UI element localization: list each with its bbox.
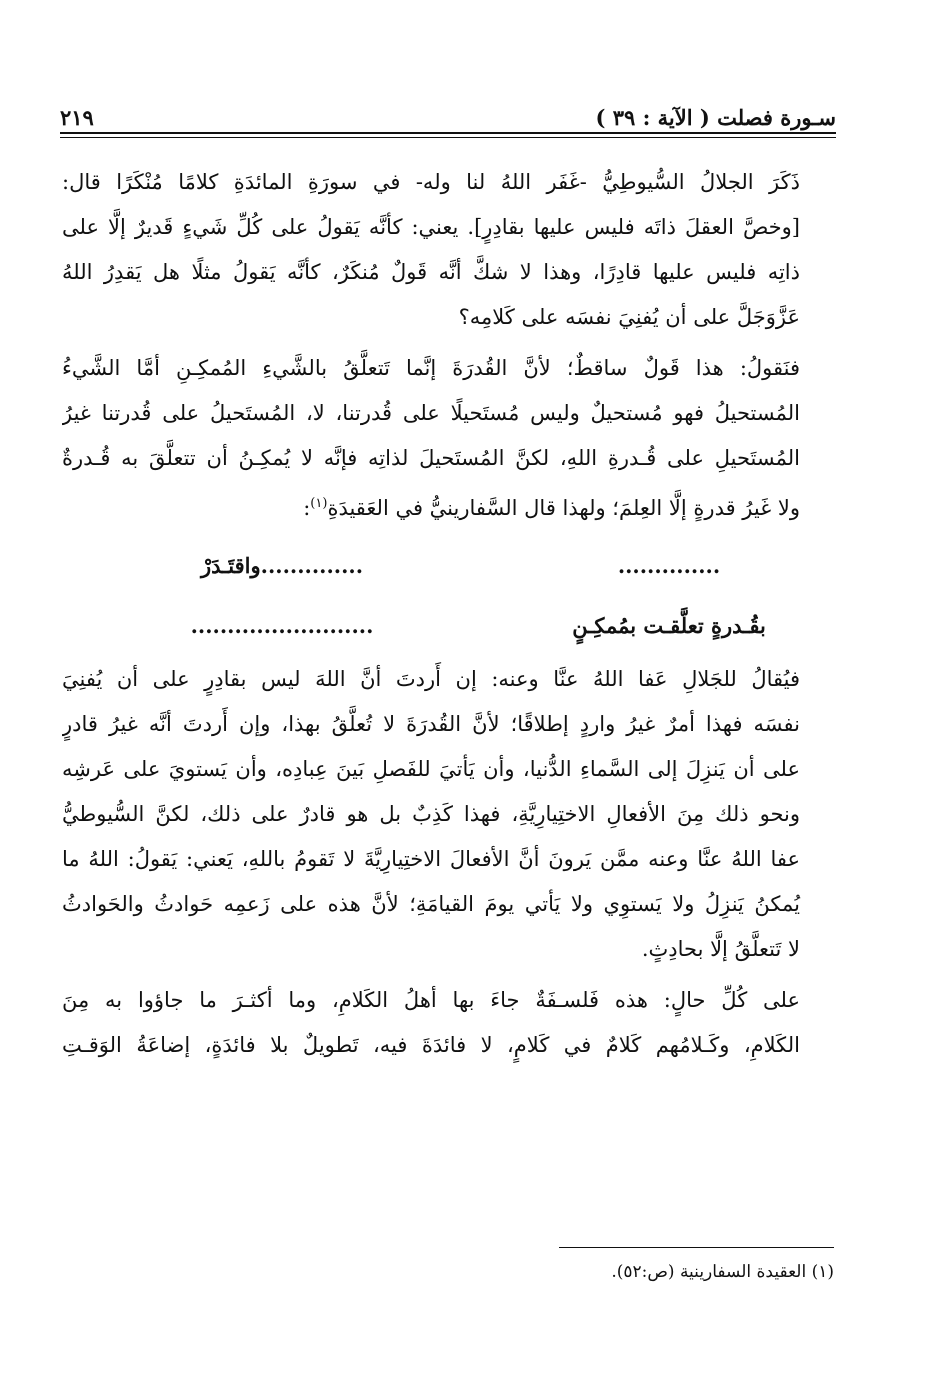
header-rule — [60, 132, 836, 138]
footnote-reference[interactable]: (١) — [310, 496, 328, 511]
text-line: يُمكنُ يَنزِلُ ولا يَستوِي ولا يَأتي يومَ القيامَةِ؛ لأنَّ هذه على زَعمِه حَوادثُ والحَوادثُ — [62, 892, 800, 916]
text-line: عفا اللهُ عنَّا وعنه ممَّن يَرونَ أنَّ الأفعالَ الاختِيارِيَّةَ لا تَقومُ باللهِ، يَعني: يَقولُ: اللهُ ما — [62, 847, 800, 871]
text-line: المُستَحيلِ على قُـدرةِ اللهِ، لكنَّ المُستَحيلَ لذاتِه فإنَّه لا يُمكِـنُ أن تتعلَّقَ به قُـدرةٌ — [62, 446, 800, 470]
text-line: فيُقالُ للجَلالِ عَفا اللهُ عنَّا وعنه: إن أَردتَ أنَّ اللهَ ليس بقادِرٍ على أن يُفنِيَ — [62, 667, 800, 691]
text-line: ذَكَرَ الجلالُ السُّيوطِيُّ -غَفَر اللهُ لنا وله- في سورَةِ المائدَةِ كلامًا مُنْكَرًا قال: — [62, 170, 800, 194]
verse-hemistich-right: .............. — [617, 553, 721, 578]
paragraph-3 — [62, 657, 834, 972]
text-line: الكَلامِ، وكَـلامُهم كَلامٌ في كَلامٍ، لا فائدَةَ فيه، تَطويلٌ بلا فائدَةٍ، إضاعَةُ الوَقـتِ — [62, 1033, 800, 1057]
text-line: عَزَّوَجَلَّ على أن يُفنِيَ نفسَه على كَلامِه؟ — [458, 305, 800, 329]
text-line: فنَقولُ: هذا قَولٌ ساقطٌ؛ لأنَّ القُدرَةَ إنَّما تَتعلَّقُ بالشَّيءِ المُمكِـنِ أمَّا الشَّيءُ — [62, 356, 800, 380]
verse-line-1 — [62, 537, 834, 597]
verse-line-2 — [62, 597, 834, 657]
footnote-rule — [559, 1247, 834, 1248]
text-line: ونحو ذلك مِنَ الأفعالِ الاختِيارِيَّةِ، فهذا كَذِبٌ بل هو قادرٌ على ذلك، لكنَّ السُّيوطيُّ — [62, 802, 800, 826]
text-line — [62, 481, 834, 531]
body-text — [62, 160, 834, 1074]
text-fragment: : — [303, 496, 311, 520]
running-head — [60, 98, 836, 130]
footnote: (١) العقيدة السفارينية (ص:٥٢). — [611, 1262, 834, 1282]
page-number: ٢١٩ — [60, 105, 94, 130]
text-line: على أن يَنزِلَ إلى السَّماءِ الدُّنيا، وأن يَأتيَ للفَصلِ بَينَ عِبادِه، وأن يَستويَ على عَرشِه — [62, 757, 800, 781]
verse-hemistich-left: ..............واقتَـدَرْ — [200, 553, 364, 578]
text-line: ذاتِه فليس عليها قادِرًا، وهذا لا شكَّ أنَّه قَولٌ مُنكَرٌ، كأنَّه يَقولُ مثلًا هل يَقدِرُ اللهُ — [62, 260, 800, 284]
paragraph-4 — [62, 978, 834, 1068]
verse-hemistich-right: بقُـدرةٍ تعلَّقـت بمُمكِـنٍ — [572, 613, 766, 638]
text-line: المُستحيلُ فهو مُستحيلٌ وليس مُستَحيلًا على قُدرتنا، لا، المُستَحيلُ على قُدرتنا غيرُ — [62, 401, 800, 425]
text-fragment: ولا غَيرُ قدرةٍ إلَّا العِلمَ؛ ولهذا قال السَّفارينيُّ في العَقيدَةِ — [327, 496, 800, 520]
surah-title: سـورة فصلت ( الآية : ٣٩ ) — [595, 105, 836, 130]
text-line: لا تَتعلَّقُ إلَّا بحادِثٍ. — [641, 937, 800, 961]
text-line: [وخصَّ العقلَ ذاتَه فليس عليها بقادِرٍ]. يعني: كأنَّه يَقولُ على كُلِّ شَيءٍ قَديرٌ إلَّا على — [62, 215, 800, 239]
text-line: نفسَه فهذا أمرٌ غيرُ واردٍ إطلاقًا؛ لأنَّ القُدرَةَ لا تُعلَّقُ بهذا، وإن أَردتَ أنَّه غيرُ قادرٍ — [62, 712, 800, 736]
paragraph-2 — [62, 346, 834, 531]
verse-hemistich-left: ......................... — [190, 613, 374, 638]
text-line: على كُلِّ حالٍ: هذه فَلسـفَةٌ جاءَ بها أهلُ الكَلامِ، وما أكثـرَ ما جاؤوا به مِنَ — [62, 988, 800, 1012]
paragraph-1 — [62, 160, 834, 340]
